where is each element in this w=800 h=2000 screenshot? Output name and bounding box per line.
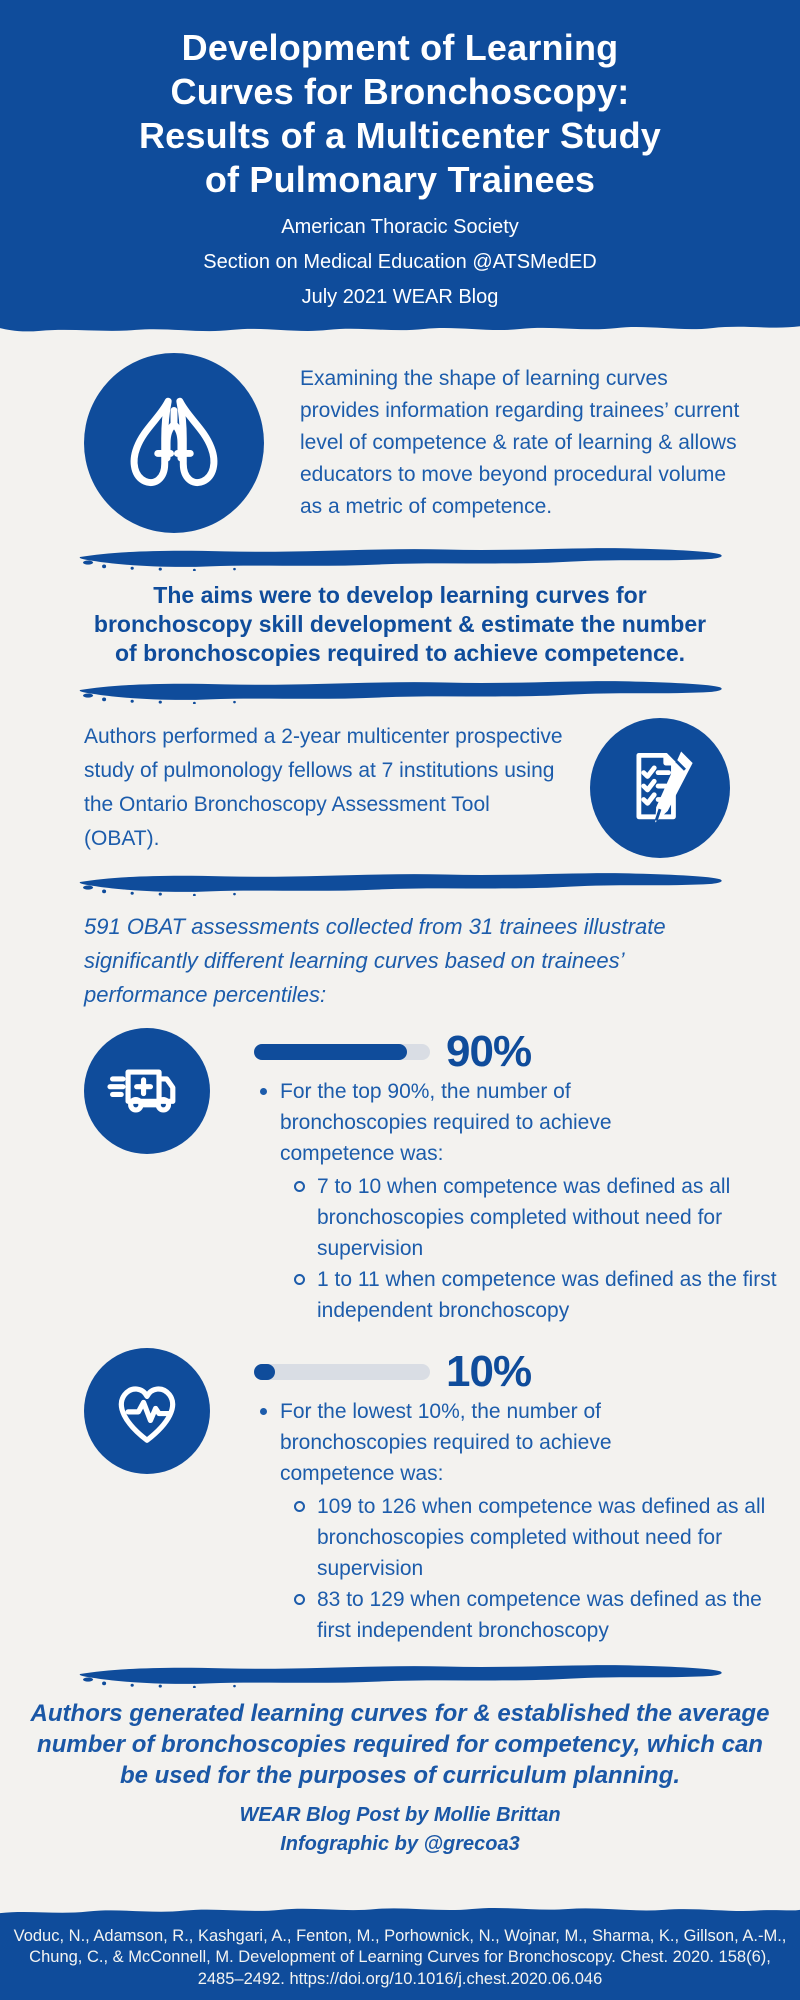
intro-section <box>84 347 744 539</box>
title-line-3: Results of a Multicenter Study <box>138 115 662 156</box>
conclusion-statement: Authors generated learning curves for & established the average number of bronchoscopies required for competency, which can be used for the purposes of curriculum planning. <box>30 1700 770 1789</box>
group-10-sublist <box>294 1491 777 1646</box>
progress-track <box>254 1364 430 1380</box>
progress-fill <box>254 1364 275 1380</box>
sub-bullet-ring <box>294 1181 305 1192</box>
sub-bullet-ring <box>294 1274 305 1285</box>
list-item <box>294 1264 777 1326</box>
group-10-lead-text: For the lowest 10%, the number of bronchoscopies required to achieve competence was: <box>280 1400 612 1485</box>
group-10-sub-text-2: 83 to 129 when competence was defined as the first independent bronchoscopy <box>317 1588 762 1642</box>
title-line-2: Curves for Bronchoscopy: <box>170 71 630 112</box>
footer <box>0 1904 800 2000</box>
lungs-icon <box>84 353 264 533</box>
list-item <box>294 1491 777 1584</box>
list-item <box>294 1584 777 1646</box>
heart-pulse-icon <box>84 1348 210 1474</box>
list-item <box>260 1076 777 1169</box>
header-brush-edge <box>0 319 800 339</box>
date-line: July 2021 WEAR Blog <box>301 286 499 308</box>
group-90-sub-text-2: 1 to 11 when competence was defined as the first independent bronchoscopy <box>317 1268 777 1322</box>
brush-divider <box>74 676 726 704</box>
percentile-group-10 <box>84 1348 770 1646</box>
percentile-group-90 <box>84 1027 777 1326</box>
group-90-sub-text-1: 7 to 10 when competence was defined as all bronchoscopies completed without need for supervision <box>317 1175 731 1260</box>
results-intro <box>84 910 730 1012</box>
bullet-dot <box>260 1408 267 1415</box>
methods-section <box>84 718 730 858</box>
credit-line-2: Infographic by @grecoa3 <box>280 1833 520 1855</box>
progress-fill <box>254 1044 407 1060</box>
header-subtitles <box>0 210 800 315</box>
sub-bullet-ring <box>294 1594 305 1605</box>
citation-text: Voduc, N., Adamson, R., Kashgari, A., Fenton, M., Porhownick, N., Wojnar, M., Sharma, K., Gillson, A.-M., Chung, C., & McConnell, M. Development of Learning Curves for Bronchoscopy. Chest. 2020. 158(6), 2485–2492. https://doi.org/10.1016/j.chest.2020.06.046 <box>13 1926 787 1988</box>
percent-label-90: 90% <box>446 1027 532 1076</box>
org-line: American Thoracic Society <box>281 216 519 238</box>
progress-track <box>254 1044 430 1060</box>
brush-divider <box>74 868 726 896</box>
aims-statement: The aims were to develop learning curves for bronchoscopy skill development & estimate the number of bronchoscopies required to achieve competence. <box>93 582 707 666</box>
footer-brush-edge <box>0 1904 800 1924</box>
page-title <box>0 26 800 202</box>
header <box>0 0 800 319</box>
bullet-dot <box>260 1088 267 1095</box>
percent-label-10: 10% <box>446 1347 532 1396</box>
brush-divider <box>74 543 726 571</box>
list-item <box>260 1396 777 1489</box>
results-intro-text: 591 OBAT assessments collected from 31 trainees illustrate significantly different learning curves based on trainees’ performance percentiles: <box>84 914 666 1007</box>
credits <box>0 1801 800 1859</box>
progress-bar-10 <box>254 1347 777 1396</box>
group-90-sublist <box>294 1171 777 1326</box>
group-90-content <box>226 1028 777 1326</box>
progress-bar-90 <box>254 1027 777 1076</box>
intro-text: Examining the shape of learning curves provides information regarding trainees’ current level of competence & rate of learning & allows educators to move beyond procedural volume as a metric of competence. <box>300 367 740 518</box>
group-10-content <box>226 1348 777 1646</box>
checklist-pencil-icon <box>590 718 730 858</box>
sub-bullet-ring <box>294 1501 305 1512</box>
group-90-lead-text: For the top 90%, the number of bronchoscopies required to achieve competence was: <box>280 1080 612 1165</box>
list-item <box>294 1171 777 1264</box>
section-line: Section on Medical Education @ATSMedED <box>203 251 597 273</box>
ambulance-icon <box>84 1028 210 1154</box>
title-line-4: of Pulmonary Trainees <box>204 159 596 200</box>
footer-citation-block <box>0 1924 800 2000</box>
group-10-sub-text-1: 109 to 126 when competence was defined as all bronchoscopies completed without need for supervision <box>317 1495 766 1580</box>
credit-line-1: WEAR Blog Post by Mollie Brittan <box>239 1804 561 1826</box>
brush-divider <box>74 1660 726 1688</box>
methods-text: Authors performed a 2-year multicenter prospective study of pulmonology fellows at 7 institutions using the Ontario Bronchoscopy Assessment Tool (OBAT). <box>84 725 563 850</box>
title-line-1: Development of Learning <box>181 27 619 68</box>
